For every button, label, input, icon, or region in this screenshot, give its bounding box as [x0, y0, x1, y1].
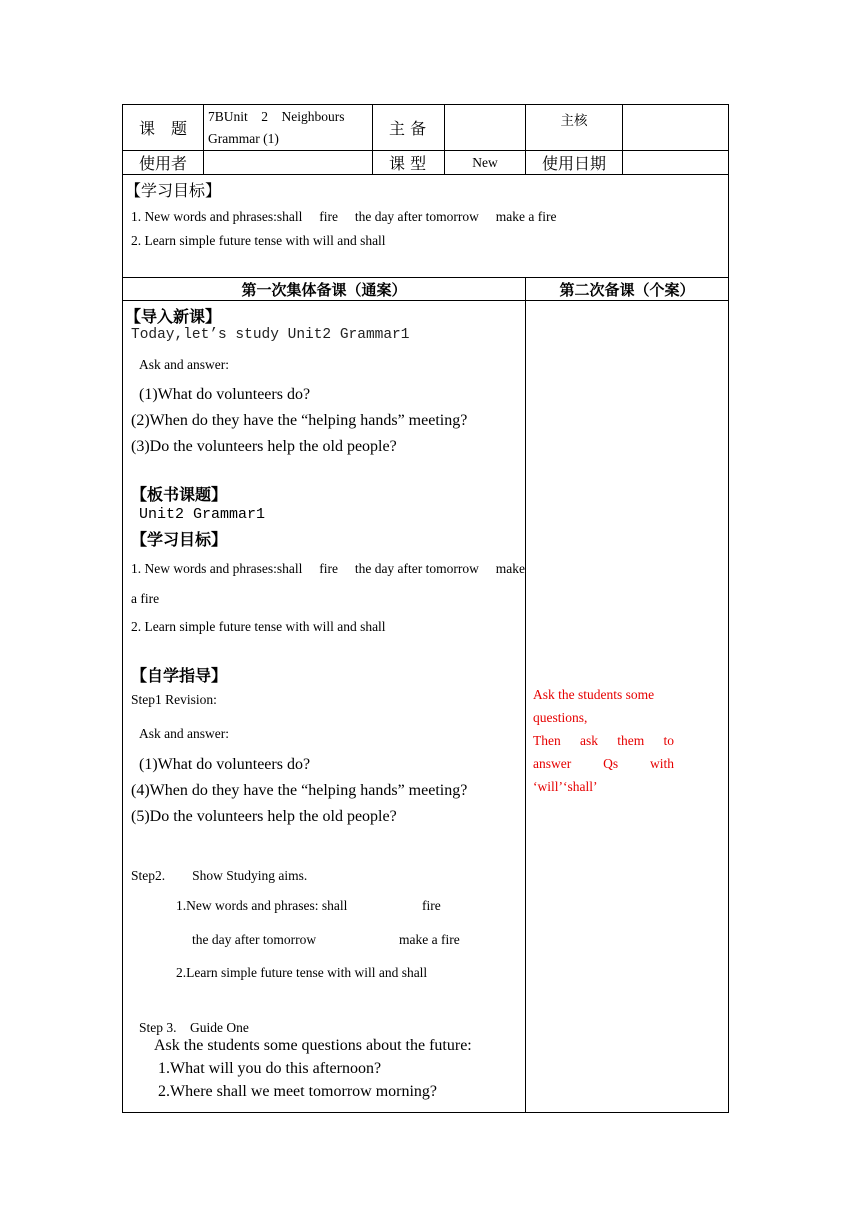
- objectives-cell: [123, 175, 729, 278]
- date-label: 使用日期: [526, 151, 623, 175]
- intro-heading: 【导入新课】: [125, 307, 222, 326]
- intro-line: Today,let’s study Unit2 Grammar1: [131, 327, 410, 343]
- note-line-4: [533, 756, 674, 772]
- note-word-to: to: [663, 733, 674, 748]
- note-word-them: them: [617, 733, 645, 748]
- ask-answer-2: Ask and answer:: [139, 726, 229, 741]
- main-label: 主核: [526, 105, 623, 151]
- note-word-with: with: [649, 756, 674, 771]
- main-value: [623, 105, 729, 151]
- note-line-3: [533, 733, 674, 749]
- aims-heading: 【学习目标】: [131, 530, 228, 549]
- aims-item-1b: a fire: [131, 591, 160, 606]
- user-value: [204, 151, 373, 175]
- aims-item-2: 2. Learn simple future tense with will and shall: [131, 619, 386, 634]
- board-heading: 【板书课题】: [131, 485, 228, 504]
- step2-item-1d: make a fire: [399, 932, 460, 947]
- question-2: (2)When do they have the “helping hands” meeting?: [131, 412, 468, 429]
- step-3: Step 3. Guide One: [139, 1020, 249, 1035]
- guide-heading: 【自学指导】: [131, 666, 228, 685]
- user-label: 使用者: [123, 151, 204, 175]
- question-6: (5)Do the volunteers help the old people?: [131, 808, 397, 825]
- step2-item-1b: fire: [422, 898, 441, 913]
- left-column-title: 第一次集体备课（通案）: [123, 278, 526, 301]
- note-word-answer: answer: [533, 756, 572, 771]
- question-1: (1)What do volunteers do?: [139, 386, 311, 403]
- topic-label: 课 题: [123, 105, 204, 151]
- objectives-item-1: 1. New words and phrases:shall fire the day after tomorrow make a fire: [131, 209, 557, 224]
- ask-answer-1: Ask and answer:: [139, 357, 229, 372]
- board-title: Unit2 Grammar1: [139, 506, 266, 523]
- lead-label: 主 备: [373, 105, 445, 151]
- type-value: New: [445, 151, 526, 175]
- notes-column: [526, 301, 729, 1113]
- note-word-then: Then: [533, 733, 561, 748]
- lesson-plan-table: [122, 104, 729, 1113]
- type-label: 课 型: [373, 151, 445, 175]
- note-line-1: Ask the students some: [533, 687, 655, 702]
- question-4: (1)What do volunteers do?: [139, 756, 311, 773]
- topic-value-line2: Grammar (1): [208, 130, 279, 146]
- objectives-item-2: 2. Learn simple future tense with will and shall: [131, 233, 386, 248]
- question-3: (3)Do the volunteers help the old people?: [131, 438, 397, 455]
- note-line-2: questions,: [533, 710, 588, 725]
- aims-item-1a: 1. New words and phrases:shall fire the day after tomorrow make: [131, 561, 526, 576]
- note-line-5: ‘will’‘shall’: [533, 779, 598, 794]
- objectives-heading: 【学习目标】: [125, 181, 222, 200]
- date-value: [623, 151, 729, 175]
- step3-line: Ask the students some questions about the future:: [154, 1037, 472, 1054]
- step2-item-1c: the day after tomorrow: [192, 932, 317, 947]
- right-column-title: 第二次备课（个案）: [526, 278, 729, 301]
- step-2: Step2. Show Studying aims.: [131, 868, 308, 883]
- lesson-body: [123, 301, 526, 1113]
- topic-value: [204, 105, 373, 151]
- step2-item-2: 2.Learn simple future tense with will and shall: [176, 965, 428, 980]
- note-word-qs: Qs: [603, 756, 619, 771]
- lead-value: [445, 105, 526, 151]
- question-5: (4)When do they have the “helping hands” meeting?: [131, 782, 468, 799]
- step2-item-1a: 1.New words and phrases: shall: [176, 898, 348, 913]
- topic-value-line1: 7BUnit 2 Neighbours: [208, 108, 345, 124]
- step-1: Step1 Revision:: [131, 692, 217, 707]
- step3-question-2: 2.Where shall we meet tomorrow morning?: [158, 1083, 438, 1100]
- note-word-ask: ask: [579, 733, 598, 748]
- step3-question-1: 1.What will you do this afternoon?: [158, 1060, 382, 1077]
